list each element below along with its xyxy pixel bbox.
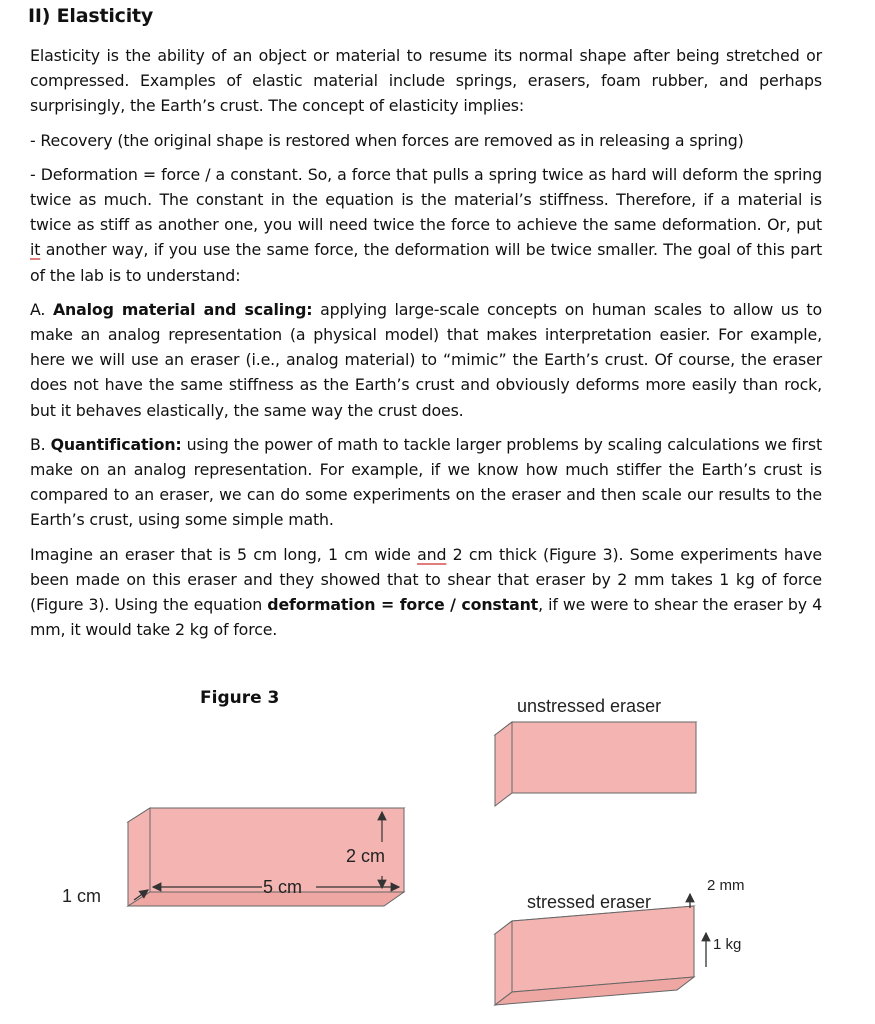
- document-body: [30, 0, 822, 642]
- length-label: 5 cm: [263, 877, 303, 897]
- width-label: 1 cm: [62, 886, 102, 906]
- figure-drawing: [0, 680, 875, 1024]
- unstressed-eraser: [495, 722, 696, 806]
- analog-text: applying large-scale concepts on human scales to allow us to make an analog representation (a physical model) that makes interpretation easier. For example, here we will use an eraser (i.e., analog material) to “mimic” the Earth’s crust. Of course, the eraser does not have the same stiffness as the Earth’s crust and obviously deforms more easily than rock, but it behaves elastically, the same way the crust does.: [30, 299, 822, 420]
- deformation-paragraph: [30, 162, 822, 288]
- imagine-text-c: , if we were to shear the eraser by 4 mm, it would take 2 kg of force.: [30, 595, 822, 640]
- quantification-paragraph: [30, 432, 822, 533]
- quant-label: Quantification:: [50, 434, 182, 454]
- imagine-paragraph: [30, 542, 822, 643]
- analog-label: Analog material and scaling:: [52, 299, 313, 319]
- deformation-text-a: - Deformation = force / a constant. So, a force that pulls a spring twice as hard will deform the spring twice as much. The constant in the equation is the material’s stiffness. Therefore, if a material is twice as stiff as another one, you will need twice the force to achieve the same deformation. Or, put: [30, 164, 822, 235]
- spellcheck-word-and: and: [417, 544, 447, 564]
- quant-text: using the power of math to tackle larger problems by scaling calculations we first make on an analog representation. For example, if we know how much stiffer the Earth’s crust is compared to an eraser, we can do some experiments on the eraser and then scale our results to the Earth’s crust, using some simple math.: [30, 434, 822, 530]
- unstressed-label: unstressed eraser: [517, 696, 662, 716]
- analog-prefix: A.: [30, 299, 53, 319]
- stressed-label: stressed eraser: [527, 892, 652, 912]
- figure-title: Figure 3: [200, 688, 280, 708]
- figure-3: [0, 680, 875, 1024]
- quant-prefix: B.: [30, 434, 51, 454]
- shear-label: 2 mm: [707, 877, 745, 894]
- thickness-label: 2 cm: [346, 846, 386, 866]
- imagine-equation: deformation = force / constant: [267, 595, 539, 615]
- intro-paragraph: Elasticity is the ability of an object or material to resume its normal shape after being stretched or compressed. Examples of elastic material include springs, erasers, foam rubber, and perhaps surprisingly, the Earth’s crust. The concept of elasticity implies:: [30, 46, 822, 116]
- force-label: 1 kg: [713, 936, 742, 953]
- spellcheck-word-it: it: [30, 240, 41, 260]
- deformation-text-b: another way, if you use the same force, the deformation will be twice smaller. The goal of this part of the lab is to understand:: [30, 240, 822, 285]
- stressed-eraser: [495, 906, 694, 1005]
- section-title: II) Elasticity: [28, 5, 154, 27]
- recovery-paragraph: - Recovery (the original shape is restored when forces are removed as in releasing a spring): [30, 130, 744, 150]
- imagine-text-b: 2 cm thick (Figure 3). Some experiments have been made on this eraser and they showed that to shear that eraser by 2 mm takes 1 kg of force (Figure 3). Using the equation: [30, 544, 822, 615]
- analog-paragraph: [30, 297, 822, 423]
- imagine-text-a: Imagine an eraser that is 5 cm long, 1 cm wide: [30, 544, 418, 564]
